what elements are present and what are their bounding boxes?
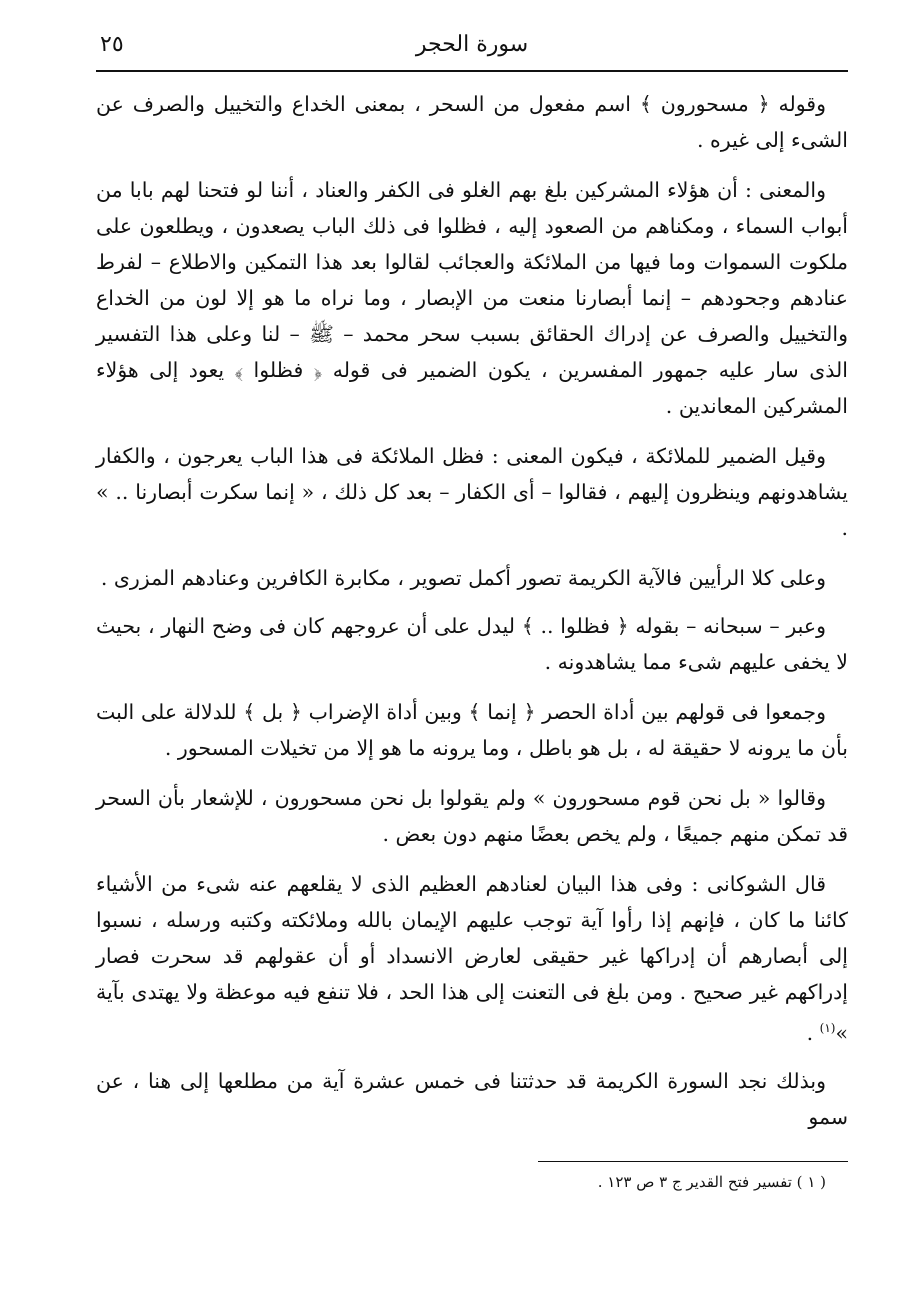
quote-end: . [806, 1020, 820, 1045]
paragraph-6: وجمعوا فى قولهم بين أداة الحصر ﴿ إنما ﴾ وبين أداة الإضراب ﴿ بل ﴾ للدلالة على البت بأن ما يرونه لا حقيقة له ، بل هو باطل ، وما يرونه ما هو إلا من تخيلات المسحور . [96, 700, 848, 760]
shawkani-quote: قال الشوكانى : وفى هذا البيان لعنادهم العظيم الذى لا يقلعهم عنه شىء من الأشياء كائنا ما كان ، فإنهم إذا رأوا آية توجب عليهم الإيمان بالله وملائكته وكتبه ورسله ، نسبوا إلى أبصارهم أن إدراكها غير حقيقى لعارض الانسداد أو أن عقولهم قد سحرت فصار إدراكهم غير صحيح . ومن بلغ فى التعنت إلى هذا الحد ، فلا تنفع فيه موعظة ولا يهتدى بآية » [96, 872, 848, 1045]
footnote: ( ١ ) تفسير فتح القدير ج ٣ ص ١٢٣ . [597, 1172, 826, 1191]
paragraph-1: وقوله ﴿ مسحورون ﴾ اسم مفعول من السحر ، بمعنى الخداع والتخييل والصرف عن الشىء إلى غيره . [96, 92, 848, 152]
footnote-divider [538, 1161, 848, 1162]
paragraph-5: وعبر – سبحانه – بقوله ﴿ فظلوا .. ﴾ ليدل على أن عروجهم كان فى وضح النهار ، بحيث لا يخفى عليهم شىء مما يشاهدونه . [96, 614, 848, 674]
paragraph-3: وقيل الضمير للملائكة ، فيكون المعنى : فظل الملائكة فى هذا الباب يعرجون ، والكفار يشاهدونهم وينظرون إليهم ، فقالوا – أى الكفار – بعد كل ذلك ، « إنما سكرت أبصارنا .. » . [96, 444, 848, 540]
surah-title: سورة الحجر [415, 32, 529, 57]
paragraph-2: والمعنى : أن هؤلاء المشركين بلغ بهم الغلو فى الكفر والعناد ، أننا لو فتحنا لهم بابا من أبواب السماء ، ومكناهم من الصعود إليه ، فظلوا فى ذلك الباب يصعدون ، ويطلعون على ملكوت السموات وما فيها من الملائكة والعجائب لقالوا بعد هذا التمكين والاطلاع – لفرط عنادهم وجحودهم – إنما أبصارنا منعت من الإبصار ، وما نراه ما هو إلا لون من الخداع والتخييل والصرف عن إدراك الحقائق بسبب سحر محمد – ﷺ – لنا وعلى هذا التفسير الذى سار عليه جمهور المفسرين ، يكون الضمير فى قوله ﴿ فظلوا ﴾ يعود إلى هؤلاء المشركين المعاندين . [96, 178, 848, 418]
paragraph-4: وعلى كلا الرأيين فالآية الكريمة تصور أكمل تصوير ، مكابرة الكافرين وعنادهم المزرى . [100, 566, 826, 590]
footnote-reference: (١) [819, 1021, 836, 1035]
page-body [96, 86, 848, 1135]
paragraph-7: وقالوا « بل نحن قوم مسحورون » ولم يقولوا بل نحن مسحورون ، للإشعار بأن السحر قد تمكن منهم جميعًا ، ولم يخص بعضًا منهم دون بعض . [96, 786, 848, 846]
page-header [96, 28, 848, 72]
book-page [96, 28, 848, 1194]
paragraph-8 [96, 866, 848, 1051]
paragraph-9: وبذلك نجد السورة الكريمة قد حدثتنا فى خمس عشرة آية من مطلعها إلى هنا ، عن سمو [96, 1068, 848, 1129]
page-number: ٢٥ [100, 32, 124, 57]
